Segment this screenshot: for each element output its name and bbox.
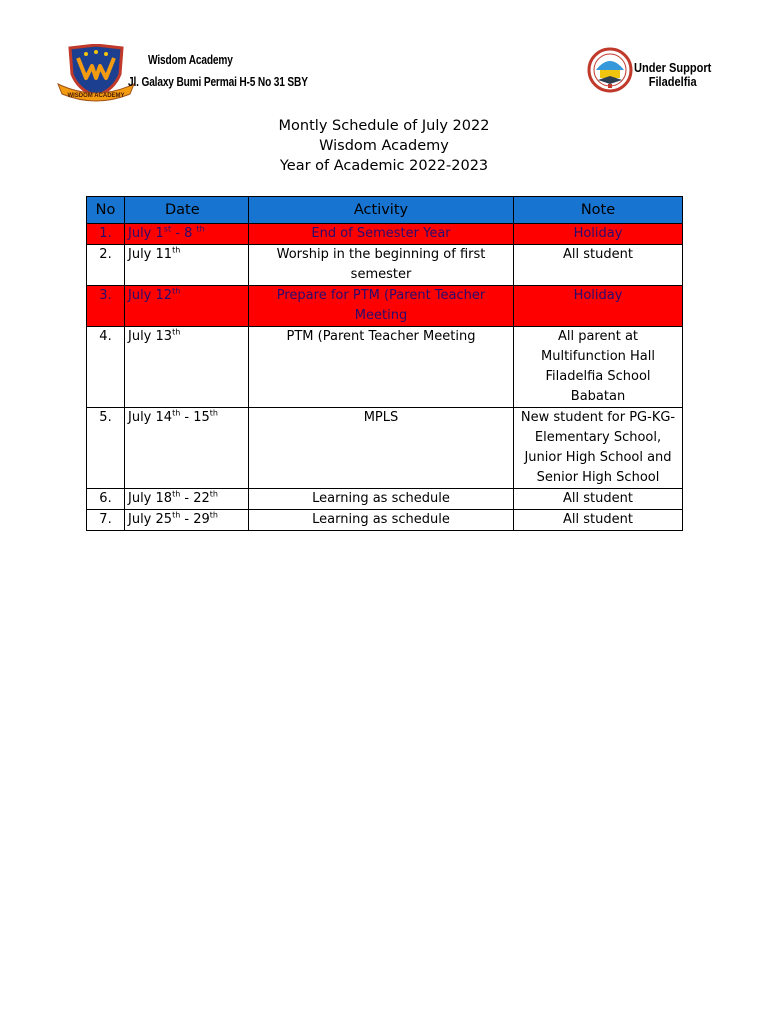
column-header-date: Date	[125, 197, 249, 224]
row-note: All parent at Multifunction Hall Filadelfia School Babatan	[514, 327, 683, 408]
row-number: 7.	[87, 510, 125, 531]
row-date: July 18th - 22th	[125, 489, 249, 510]
row-date: July 13th	[125, 327, 249, 408]
row-note: All student	[514, 245, 683, 286]
row-note: All student	[514, 510, 683, 531]
row-number: 1.	[87, 224, 125, 245]
table-header-row	[87, 197, 683, 224]
row-activity: End of Semester Year	[249, 224, 514, 245]
row-note: Holiday	[514, 224, 683, 245]
row-number: 4.	[87, 327, 125, 408]
row-date: July 25th - 29th	[125, 510, 249, 531]
row-date: July 11th	[125, 245, 249, 286]
school-name: Wisdom Academy	[148, 52, 233, 67]
title-line-2: Wisdom Academy	[319, 138, 449, 154]
support-label	[634, 61, 711, 89]
row-date: July 12th	[125, 286, 249, 327]
row-number: 5.	[87, 408, 125, 489]
title-line-1: Montly Schedule of July 2022	[278, 118, 490, 134]
row-note: All student	[514, 489, 683, 510]
table-row	[87, 408, 683, 489]
table-row	[87, 510, 683, 531]
row-number: 6.	[87, 489, 125, 510]
column-header-no: No	[87, 197, 125, 224]
row-note: New student for PG-KG-Elementary School, Junior High School and Senior High School	[514, 408, 683, 489]
document-title	[0, 116, 768, 176]
row-activity: Learning as schedule	[249, 510, 514, 531]
filadelfia-seal-logo	[586, 42, 634, 102]
table-row	[87, 245, 683, 286]
row-note: Holiday	[514, 286, 683, 327]
column-header-note: Note	[514, 197, 683, 224]
row-activity: Prepare for PTM (Parent Teacher Meeting	[249, 286, 514, 327]
school-address: Jl. Galaxy Bumi Permai H-5 No 31 SBY	[128, 74, 308, 89]
row-date: July 1st - 8 $^{th}$	[125, 224, 249, 245]
row-activity: MPLS	[249, 408, 514, 489]
title-line-3: Year of Academic 2022-2023	[279, 158, 489, 174]
table-row	[87, 224, 683, 245]
wisdom-academy-logo	[56, 44, 136, 104]
row-activity: PTM (Parent Teacher Meeting	[249, 327, 514, 408]
table-row	[87, 327, 683, 408]
table-row	[87, 489, 683, 510]
schedule-table	[86, 196, 683, 531]
logo-ribbon-text: WISDOM ACADEMY	[67, 93, 125, 99]
row-number: 2.	[87, 245, 125, 286]
table-row	[87, 286, 683, 327]
column-header-activity: Activity	[249, 197, 514, 224]
row-number: 3.	[87, 286, 125, 327]
row-activity: Learning as schedule	[249, 489, 514, 510]
support-line-2: Filadelfia	[648, 74, 697, 89]
support-line-1: Under Support	[634, 60, 712, 75]
row-date: July 14th - 15th	[125, 408, 249, 489]
row-activity: Worship in the beginning of first semester	[249, 245, 514, 286]
